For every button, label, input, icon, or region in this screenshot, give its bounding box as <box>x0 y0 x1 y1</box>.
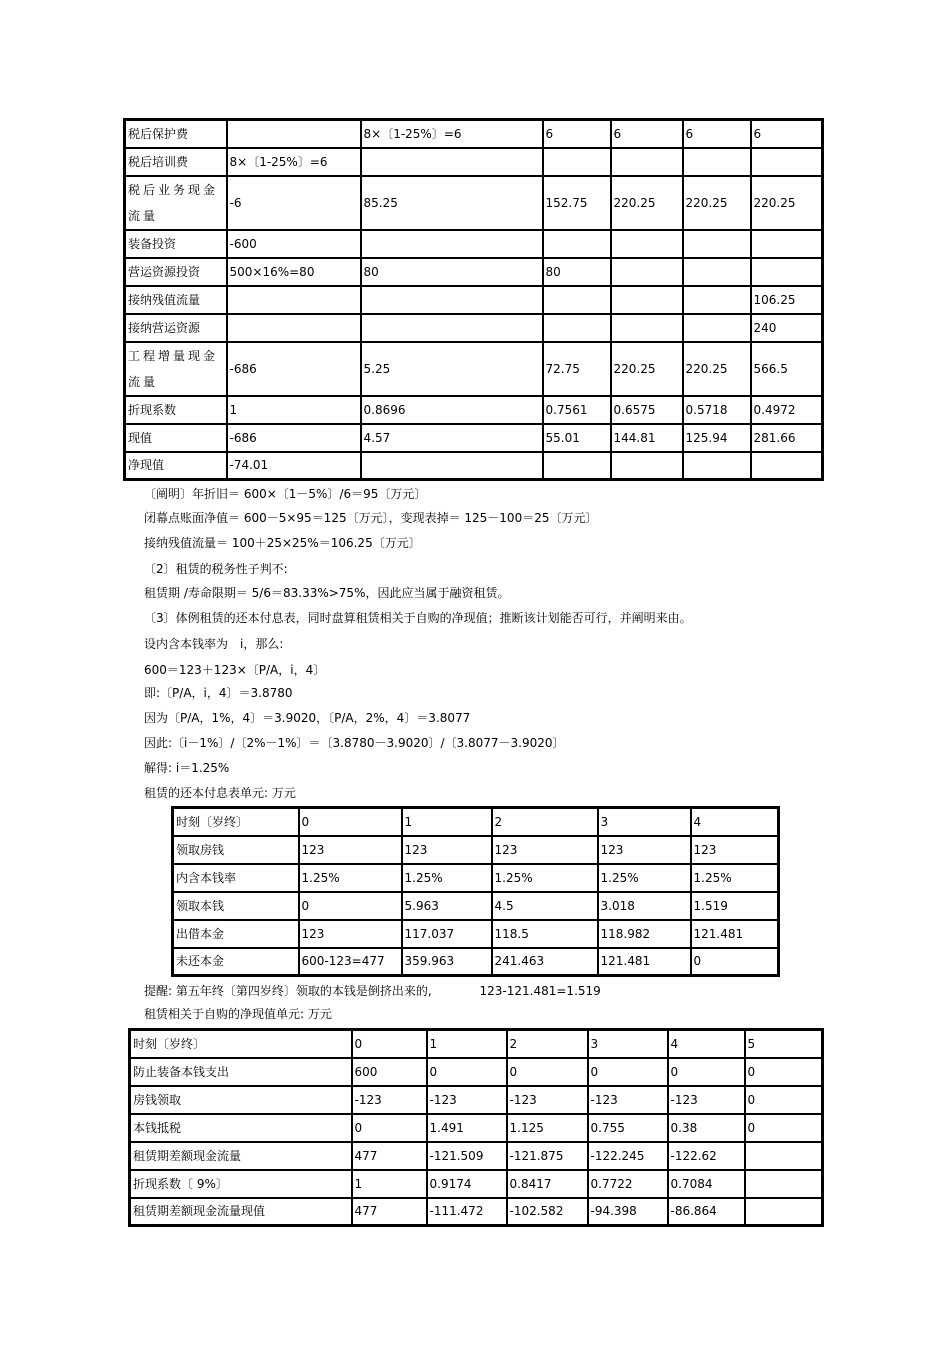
cash-flow-cell: -600 <box>227 230 361 258</box>
repayment-cell: 123 <box>598 836 691 864</box>
cash-flow-cell: 106.25 <box>751 286 823 314</box>
lease-npv-cell: -123 <box>427 1086 507 1114</box>
repayment-cell: 123 <box>299 836 402 864</box>
equation-result: 解得: i＝1.25% <box>144 761 230 775</box>
cash-flow-row <box>125 396 823 424</box>
cash-flow-cell: 8×〔1-25%〕=6 <box>361 120 543 148</box>
lease-npv-cell: -122.62 <box>668 1142 745 1170</box>
lease-npv-cell: 3 <box>588 1030 668 1058</box>
lease-npv-cell: -121.509 <box>427 1142 507 1170</box>
cash-flow-row-label: 接纳营运资源 <box>125 314 227 342</box>
cash-flow-row-label: 税后业务现金流量 <box>125 176 227 230</box>
cash-flow-cell: 6 <box>543 120 611 148</box>
repayment-row-label: 时刻〔岁终〕 <box>173 808 299 836</box>
repayment-cell: 118.5 <box>492 920 598 948</box>
cash-flow-row <box>125 120 823 148</box>
lease-npv-cell <box>745 1170 823 1198</box>
cash-flow-cell: 0.5718 <box>683 396 751 424</box>
cash-flow-cell <box>683 230 751 258</box>
repayment-cell: 0 <box>299 892 402 920</box>
lease-npv-cell: -123 <box>668 1086 745 1114</box>
cash-flow-row <box>125 286 823 314</box>
lease-npv-cell: 0 <box>588 1058 668 1086</box>
note-depreciation: 〔阐明〕年折旧＝ 600×〔1－5%〕/6＝95〔万元〕 <box>144 487 427 501</box>
repayment-cell: 118.982 <box>598 920 691 948</box>
equation-annuity: 即:〔P/A，i，4〕＝3.8780 <box>144 686 293 700</box>
lease-npv-row-label: 防止装备本钱支出 <box>130 1058 352 1086</box>
lease-npv-cell: 1.125 <box>507 1114 588 1142</box>
note-book-value: 闭幕点账面净值＝ 600－5×95＝125〔万元〕，变现表掉＝ 125－100＝25〔万元〕 <box>144 511 598 525</box>
lease-npv-row <box>130 1198 823 1226</box>
repayment-cell: 1.25% <box>492 864 598 892</box>
repayment-cell: 1.25% <box>402 864 492 892</box>
cash-flow-row-label: 接纳残值流量 <box>125 286 227 314</box>
lease-npv-cell: 0.9174 <box>427 1170 507 1198</box>
lease-npv-row <box>130 1170 823 1198</box>
repayment-row-label: 领取本钱 <box>173 892 299 920</box>
equation-main: 600＝123＋123×〔P/A，i，4〕 <box>144 663 326 677</box>
cash-flow-cell <box>361 314 543 342</box>
lease-npv-cell: -121.875 <box>507 1142 588 1170</box>
npv-table-caption: 租赁相关于自购的净现值单元: 万元 <box>144 1007 332 1021</box>
lease-npv-row <box>130 1030 823 1058</box>
lease-npv-cell: -123 <box>352 1086 427 1114</box>
lease-npv-cell: -111.472 <box>427 1198 507 1226</box>
lease-npv-row-label: 时刻〔岁终〕 <box>130 1030 352 1058</box>
cash-flow-cell: 125.94 <box>683 424 751 452</box>
cash-flow-cell <box>611 230 683 258</box>
cash-flow-cell <box>543 230 611 258</box>
cash-flow-cell <box>543 286 611 314</box>
repayment-row <box>173 864 779 892</box>
repayment-cell: 0 <box>691 948 779 976</box>
cash-flow-cell <box>611 314 683 342</box>
section-3-heading: 〔3〕体例租赁的还本付息表，同时盘算租赁相关于自购的净现值；推断该计划能否可行，并阐明来由。 <box>144 611 692 625</box>
lease-npv-row-label: 租赁期差额现金流量现值 <box>130 1198 352 1226</box>
lease-npv-row <box>130 1058 823 1086</box>
lease-npv-cell: 2 <box>507 1030 588 1058</box>
cash-flow-cell: 4.57 <box>361 424 543 452</box>
lease-npv-cell: 5 <box>745 1030 823 1058</box>
repayment-cell: 3.018 <box>598 892 691 920</box>
cash-flow-cell: 80 <box>543 258 611 286</box>
repayment-row <box>173 808 779 836</box>
repayment-cell: 121.481 <box>598 948 691 976</box>
cash-flow-cell <box>751 230 823 258</box>
repayment-cell: 117.037 <box>402 920 492 948</box>
lease-npv-cell: 0 <box>507 1058 588 1086</box>
reminder-formula: 123-121.481=1.519 <box>479 984 601 998</box>
lease-npv-cell: 0 <box>745 1058 823 1086</box>
cash-flow-cell: -686 <box>227 342 361 396</box>
cash-flow-cell <box>611 258 683 286</box>
lease-npv-cell: 0 <box>745 1114 823 1142</box>
repayment-cell: 1.25% <box>598 864 691 892</box>
lease-npv-cell: -102.582 <box>507 1198 588 1226</box>
cash-flow-cell: 1 <box>227 396 361 424</box>
cash-flow-cell <box>683 314 751 342</box>
repayment-cell: 359.963 <box>402 948 492 976</box>
cash-flow-cell: 0.8696 <box>361 396 543 424</box>
cash-flow-cell <box>611 148 683 176</box>
lease-npv-cell: 600 <box>352 1058 427 1086</box>
lease-npv-row <box>130 1114 823 1142</box>
repayment-cell: 0 <box>299 808 402 836</box>
lease-npv-cell: 1 <box>427 1030 507 1058</box>
lease-npv-cell: 0 <box>668 1058 745 1086</box>
cash-flow-row <box>125 230 823 258</box>
cash-flow-cell <box>683 148 751 176</box>
repayment-cell: 4 <box>691 808 779 836</box>
cash-flow-cell <box>543 452 611 480</box>
cash-flow-row-label: 税后保护费 <box>125 120 227 148</box>
repayment-row <box>173 892 779 920</box>
lease-npv-cell: -94.398 <box>588 1198 668 1226</box>
repayment-cell: 121.481 <box>691 920 779 948</box>
cash-flow-table <box>123 118 824 481</box>
cash-flow-row <box>125 452 823 480</box>
repayment-cell: 241.463 <box>492 948 598 976</box>
cash-flow-cell: -6 <box>227 176 361 230</box>
lease-npv-table-body <box>130 1030 823 1226</box>
repayment-cell: 600-123=477 <box>299 948 402 976</box>
lease-npv-cell: -123 <box>507 1086 588 1114</box>
lease-npv-cell: 0 <box>427 1058 507 1086</box>
lease-npv-row <box>130 1086 823 1114</box>
cash-flow-cell <box>227 286 361 314</box>
repayment-table <box>171 806 780 977</box>
lease-npv-row-label: 房钱领取 <box>130 1086 352 1114</box>
lease-npv-cell: 0.38 <box>668 1114 745 1142</box>
lease-npv-cell: 477 <box>352 1142 427 1170</box>
cash-flow-cell: 220.25 <box>683 176 751 230</box>
cash-flow-row-label: 现值 <box>125 424 227 452</box>
repayment-row-label: 未还本金 <box>173 948 299 976</box>
cash-flow-row-label: 工程增量现金流量 <box>125 342 227 396</box>
lease-npv-cell: 0.7722 <box>588 1170 668 1198</box>
lease-npv-cell: 0 <box>352 1030 427 1058</box>
lease-npv-cell: 0.8417 <box>507 1170 588 1198</box>
cash-flow-cell <box>751 258 823 286</box>
cash-flow-cell: 8×〔1-25%〕=6 <box>227 148 361 176</box>
cash-flow-cell <box>683 286 751 314</box>
lease-npv-cell: -86.864 <box>668 1198 745 1226</box>
repayment-cell: 123 <box>691 836 779 864</box>
cash-flow-table-body <box>125 120 823 480</box>
repayment-cell: 1.25% <box>691 864 779 892</box>
repayment-table-body <box>173 808 779 976</box>
repayment-row <box>173 920 779 948</box>
cash-flow-cell: 152.75 <box>543 176 611 230</box>
cash-flow-cell: 220.25 <box>611 342 683 396</box>
repayment-cell: 123 <box>402 836 492 864</box>
section-2-heading: 〔2〕租赁的税务性子判不: <box>144 562 288 576</box>
cash-flow-cell <box>611 452 683 480</box>
cash-flow-cell: 0.4972 <box>751 396 823 424</box>
cash-flow-row <box>125 314 823 342</box>
cash-flow-cell <box>543 148 611 176</box>
cash-flow-cell: 0.7561 <box>543 396 611 424</box>
equation-bounds: 因为〔P/A，1%，4〕＝3.9020，〔P/A，2%，4〕＝3.8077 <box>144 711 471 725</box>
repayment-cell: 123 <box>299 920 402 948</box>
lease-npv-cell: 0 <box>745 1086 823 1114</box>
repayment-cell: 5.963 <box>402 892 492 920</box>
cash-flow-cell <box>227 314 361 342</box>
cash-flow-cell: 5.25 <box>361 342 543 396</box>
lease-npv-row-label: 本钱抵税 <box>130 1114 352 1142</box>
cash-flow-row-label: 税后培训费 <box>125 148 227 176</box>
cash-flow-cell <box>751 148 823 176</box>
lease-npv-cell: 0.7084 <box>668 1170 745 1198</box>
cash-flow-cell: 220.25 <box>683 342 751 396</box>
repayment-row-label: 出借本金 <box>173 920 299 948</box>
repayment-row <box>173 948 779 976</box>
cash-flow-row <box>125 148 823 176</box>
repayment-cell: 3 <box>598 808 691 836</box>
lease-npv-row-label: 折现系数〔 9%〕 <box>130 1170 352 1198</box>
cash-flow-cell <box>611 286 683 314</box>
cash-flow-cell <box>751 452 823 480</box>
repayment-cell: 4.5 <box>492 892 598 920</box>
cash-flow-cell: 6 <box>683 120 751 148</box>
repayment-cell: 1.25% <box>299 864 402 892</box>
repayment-row-label: 领取房钱 <box>173 836 299 864</box>
repayment-cell: 2 <box>492 808 598 836</box>
lease-npv-row-label: 租赁期差额现金流量 <box>130 1142 352 1170</box>
repayment-cell: 1 <box>402 808 492 836</box>
lease-npv-cell: 0 <box>352 1114 427 1142</box>
cash-flow-row-label: 装备投资 <box>125 230 227 258</box>
cash-flow-cell: 6 <box>751 120 823 148</box>
cash-flow-cell <box>683 258 751 286</box>
lease-npv-cell: 1 <box>352 1170 427 1198</box>
irr-assumption: 设内含本钱率为 i，那么: <box>144 637 284 651</box>
cash-flow-cell <box>543 314 611 342</box>
reminder-label: 提醒: 第五年终〔第四岁终〕领取的本钱是倒挤出来的, <box>144 984 432 998</box>
cash-flow-cell <box>361 230 543 258</box>
cash-flow-cell: 220.25 <box>751 176 823 230</box>
cash-flow-row-label: 营运资源投资 <box>125 258 227 286</box>
lease-npv-cell: -123 <box>588 1086 668 1114</box>
lease-npv-cell: 1.491 <box>427 1114 507 1142</box>
cash-flow-cell: 0.6575 <box>611 396 683 424</box>
lease-npv-table <box>128 1028 824 1227</box>
cash-flow-row-label: 折现系数 <box>125 396 227 424</box>
repayment-cell: 1.519 <box>691 892 779 920</box>
lease-npv-cell: -122.245 <box>588 1142 668 1170</box>
lease-npv-row <box>130 1142 823 1170</box>
cash-flow-cell: 80 <box>361 258 543 286</box>
lease-npv-cell <box>745 1198 823 1226</box>
cash-flow-cell: 240 <box>751 314 823 342</box>
repayment-table-caption: 租赁的还本付息表单元: 万元 <box>144 786 296 800</box>
cash-flow-cell: 55.01 <box>543 424 611 452</box>
cash-flow-cell <box>361 286 543 314</box>
cash-flow-cell: 72.75 <box>543 342 611 396</box>
note-salvage-flow: 接纳残值流量＝ 100＋25×25%＝106.25〔万元〕 <box>144 536 421 550</box>
cash-flow-row-label: 净现值 <box>125 452 227 480</box>
cash-flow-cell <box>361 452 543 480</box>
cash-flow-cell: 6 <box>611 120 683 148</box>
repayment-cell: 123 <box>492 836 598 864</box>
cash-flow-cell: 220.25 <box>611 176 683 230</box>
cash-flow-cell: -686 <box>227 424 361 452</box>
equation-interpolation: 因此:〔i－1%〕/〔2%－1%〕＝〔3.8780－3.9020〕/〔3.8077－3.9020〕 <box>144 736 565 750</box>
repayment-row-label: 内含本钱率 <box>173 864 299 892</box>
cash-flow-cell: 85.25 <box>361 176 543 230</box>
cash-flow-cell <box>683 452 751 480</box>
lease-npv-cell <box>745 1142 823 1170</box>
reminder-text <box>144 983 601 999</box>
cash-flow-cell: 500×16%=80 <box>227 258 361 286</box>
cash-flow-cell: -74.01 <box>227 452 361 480</box>
repayment-row <box>173 836 779 864</box>
lease-ratio-text: 租赁期 /寿命限期＝ 5/6＝83.33%>75%，因此应当属于融资租赁。 <box>144 586 510 600</box>
cash-flow-cell: 144.81 <box>611 424 683 452</box>
cash-flow-cell: 281.66 <box>751 424 823 452</box>
lease-npv-cell: 477 <box>352 1198 427 1226</box>
cash-flow-cell: 566.5 <box>751 342 823 396</box>
cash-flow-row <box>125 176 823 230</box>
cash-flow-cell <box>361 148 543 176</box>
cash-flow-row <box>125 258 823 286</box>
lease-npv-cell: 0.755 <box>588 1114 668 1142</box>
cash-flow-row <box>125 342 823 396</box>
cash-flow-cell <box>227 120 361 148</box>
cash-flow-row <box>125 424 823 452</box>
lease-npv-cell: 4 <box>668 1030 745 1058</box>
